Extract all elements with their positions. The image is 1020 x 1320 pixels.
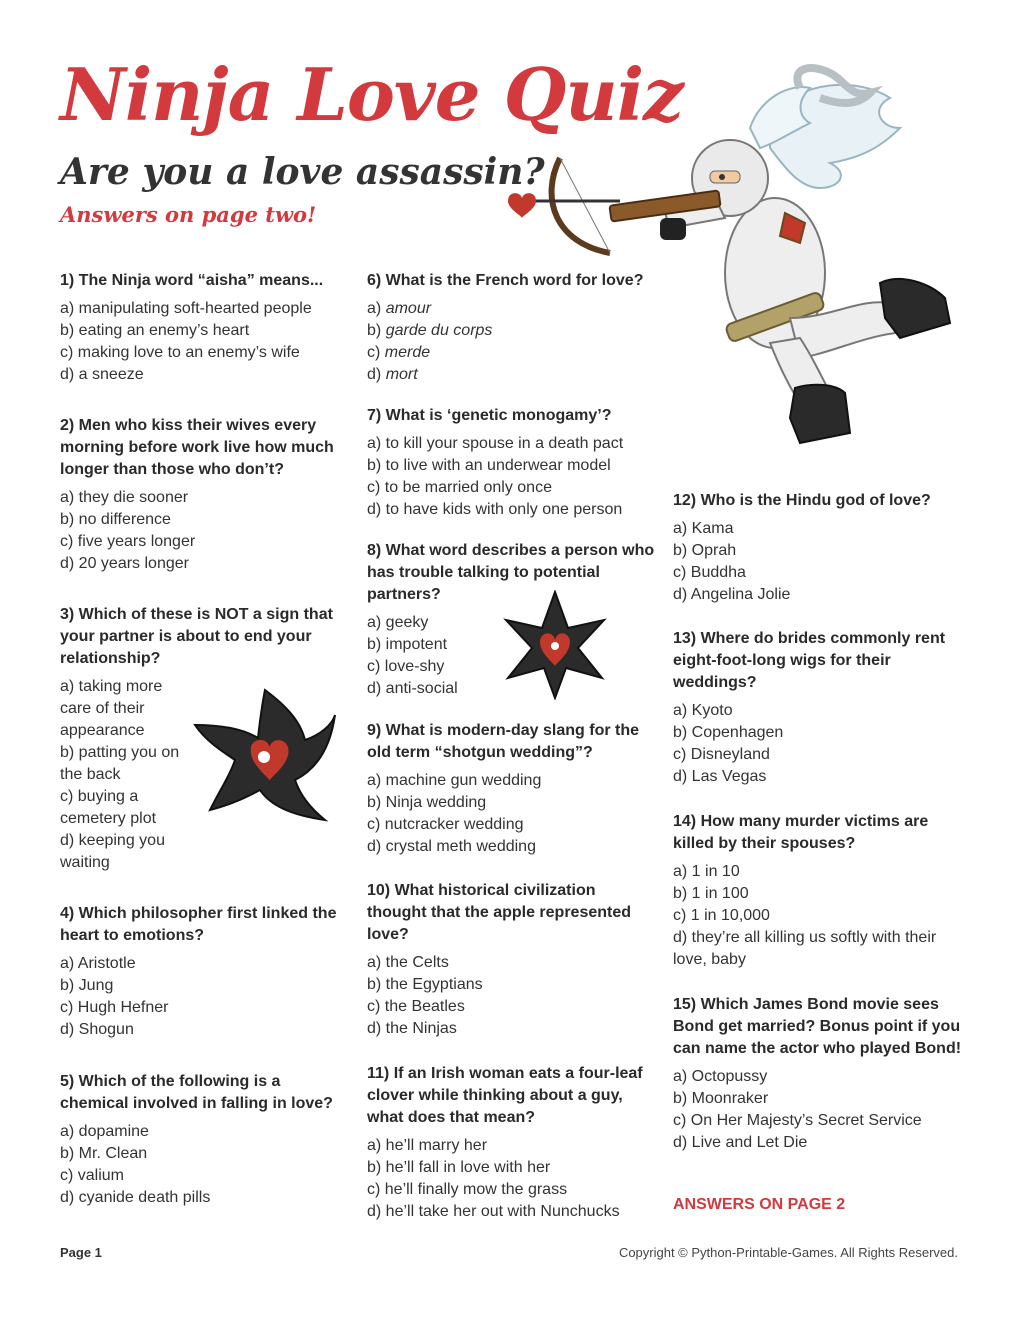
question-15 bbox=[673, 994, 963, 1154]
question-text: 2) Men who kiss their wives every morning before work live how much longer than those who don’t? bbox=[60, 417, 334, 478]
question-text: 14) How many murder victims are killed by their spouses? bbox=[673, 813, 929, 852]
option-c: c) making love to an enemy’s wife bbox=[60, 344, 300, 361]
option-c bbox=[367, 342, 657, 364]
option-d: d) crystal meth wedding bbox=[367, 838, 536, 855]
option-d: d) 20 years longer bbox=[60, 555, 189, 572]
option-c: c) Hugh Hefner bbox=[60, 999, 169, 1016]
option-c: c) buying a cemetery plot bbox=[60, 788, 157, 827]
answers-on-page-2-link[interactable]: ANSWERS ON PAGE 2 bbox=[673, 1196, 846, 1213]
option-label: b) bbox=[367, 322, 382, 339]
question-text: 11) If an Irish woman eats a four-leaf clover while thinking about a guy, what does that mean? bbox=[367, 1065, 643, 1126]
option-a: a) he’ll marry her bbox=[367, 1137, 488, 1154]
option-a: a) machine gun wedding bbox=[367, 772, 542, 789]
option-a: a) geeky bbox=[367, 614, 429, 631]
option-c: c) love-shy bbox=[367, 658, 445, 675]
page-title: Ninja Love Quiz bbox=[60, 52, 683, 137]
option-c: c) the Beatles bbox=[367, 998, 465, 1015]
option-a: a) Kama bbox=[673, 520, 734, 537]
option-b bbox=[367, 320, 657, 342]
question-text: 9) What is modern-day slang for the old term “shotgun wedding”? bbox=[367, 722, 640, 761]
option-b: b) patting you on the back bbox=[60, 744, 180, 783]
option-d: d) keeping you waiting bbox=[60, 832, 165, 871]
question-7 bbox=[367, 405, 657, 521]
question-text: 6) What is the French word for love? bbox=[367, 272, 644, 289]
question-text: 12) Who is the Hindu god of love? bbox=[673, 492, 931, 509]
question-text: 4) Which philosopher first linked the heart to emotions? bbox=[60, 905, 337, 944]
option-c: c) five years longer bbox=[60, 533, 196, 550]
question-text: 10) What historical civilization thought that the apple represented love? bbox=[367, 882, 632, 943]
option-a: a) 1 in 10 bbox=[673, 863, 740, 880]
option-c: c) 1 in 10,000 bbox=[673, 907, 770, 924]
option-text: mort bbox=[385, 366, 418, 383]
question-text: 13) Where do brides commonly rent eight-foot-long wigs for their weddings? bbox=[673, 630, 946, 691]
question-text: 1) The Ninja word “aisha” means... bbox=[60, 272, 324, 289]
option-label: a) bbox=[367, 300, 382, 317]
option-d: d) the Ninjas bbox=[367, 1020, 457, 1037]
option-b: b) Ninja wedding bbox=[367, 794, 487, 811]
question-13 bbox=[673, 628, 963, 788]
question-5 bbox=[60, 1071, 350, 1209]
shuriken-heart-icon bbox=[190, 680, 340, 830]
question-6 bbox=[367, 270, 657, 386]
option-b: b) Jung bbox=[60, 977, 114, 994]
option-d bbox=[367, 364, 657, 386]
option-d: d) to have kids with only one person bbox=[367, 501, 623, 518]
question-12 bbox=[673, 490, 963, 606]
option-b: b) he’ll fall in love with her bbox=[367, 1159, 551, 1176]
option-text: merde bbox=[384, 344, 431, 361]
question-14 bbox=[673, 811, 963, 971]
option-b: b) Copenhagen bbox=[673, 724, 784, 741]
answers-note: Answers on page two! bbox=[60, 202, 317, 227]
option-b: b) 1 in 100 bbox=[673, 885, 749, 902]
option-c: c) valium bbox=[60, 1167, 125, 1184]
page-number: Page 1 bbox=[60, 1245, 102, 1260]
option-b: b) no difference bbox=[60, 511, 171, 528]
option-d: d) Las Vegas bbox=[673, 768, 767, 785]
option-a: a) the Celts bbox=[367, 954, 449, 971]
question-text: 7) What is ‘genetic monogamy’? bbox=[367, 407, 612, 424]
option-label: c) bbox=[367, 344, 381, 361]
option-a: a) dopamine bbox=[60, 1123, 149, 1140]
option-c: c) he’ll finally mow the grass bbox=[367, 1181, 568, 1198]
option-c: c) Buddha bbox=[673, 564, 746, 581]
option-d: d) they’re all killing us softly with their love, baby bbox=[673, 929, 937, 968]
question-text: 5) Which of the following is a chemical involved in falling in love? bbox=[60, 1073, 333, 1112]
question-4 bbox=[60, 903, 350, 1041]
question-11 bbox=[367, 1063, 657, 1223]
question-text: 8) What word describes a person who has trouble talking to potential partners? bbox=[367, 542, 655, 603]
copyright: Copyright © Python-Printable-Games. All Rights Reserved. bbox=[618, 1245, 958, 1260]
option-text: amour bbox=[385, 300, 432, 317]
option-a: a) taking more care of their appearance bbox=[60, 678, 163, 739]
option-a: a) they die sooner bbox=[60, 489, 189, 506]
option-d: d) Angelina Jolie bbox=[673, 586, 791, 603]
option-d: d) a sneeze bbox=[60, 366, 144, 383]
option-b: b) the Egyptians bbox=[367, 976, 483, 993]
option-a bbox=[367, 298, 657, 320]
option-text: garde du corps bbox=[385, 322, 493, 339]
option-b: b) to live with an underwear model bbox=[367, 457, 611, 474]
question-9 bbox=[367, 720, 657, 858]
option-d: d) Live and Let Die bbox=[673, 1134, 808, 1151]
question-text: 3) Which of these is NOT a sign that your partner is about to end your relationship? bbox=[60, 606, 333, 667]
option-d: d) Shogun bbox=[60, 1021, 134, 1038]
option-a: a) to kill your spouse in a death pact bbox=[367, 435, 624, 452]
option-d: d) he’ll take her out with Nunchucks bbox=[367, 1203, 620, 1220]
option-a: a) manipulating soft-hearted people bbox=[60, 300, 312, 317]
page-subtitle: Are you a love assassin? bbox=[60, 151, 545, 193]
option-b: b) Moonraker bbox=[673, 1090, 769, 1107]
option-d: d) cyanide death pills bbox=[60, 1189, 211, 1206]
option-d: d) anti-social bbox=[367, 680, 458, 697]
option-label: d) bbox=[367, 366, 382, 383]
question-1 bbox=[60, 270, 350, 386]
option-a: a) Aristotle bbox=[60, 955, 136, 972]
option-b: b) impotent bbox=[367, 636, 448, 653]
question-2 bbox=[60, 415, 350, 575]
question-text: 15) Which James Bond movie sees Bond get married? Bonus point if you can name the actor who played Bond! bbox=[673, 996, 962, 1057]
option-c: c) Disneyland bbox=[673, 746, 770, 763]
option-a: a) Kyoto bbox=[673, 702, 733, 719]
shuriken-heart-icon bbox=[500, 590, 610, 700]
option-c: c) On Her Majesty’s Secret Service bbox=[673, 1112, 922, 1129]
option-b: b) Oprah bbox=[673, 542, 737, 559]
option-c: c) to be married only once bbox=[367, 479, 552, 496]
option-a: a) Octopussy bbox=[673, 1068, 768, 1085]
question-10 bbox=[367, 880, 657, 1040]
option-b: b) eating an enemy’s heart bbox=[60, 322, 250, 339]
option-c: c) nutcracker wedding bbox=[367, 816, 524, 833]
option-b: b) Mr. Clean bbox=[60, 1145, 148, 1162]
